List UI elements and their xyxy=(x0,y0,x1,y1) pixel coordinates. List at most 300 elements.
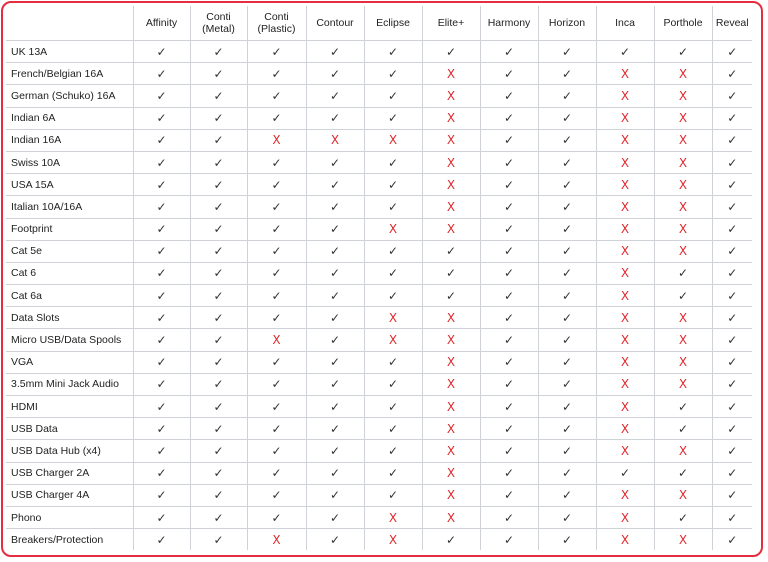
row-label: VGA xyxy=(6,351,133,373)
check-icon: ✓ xyxy=(712,373,752,395)
column-header xyxy=(190,6,247,41)
check-icon: ✓ xyxy=(538,240,596,262)
check-icon: ✓ xyxy=(190,373,247,395)
cross-icon: X xyxy=(596,85,654,107)
check-icon: ✓ xyxy=(480,351,538,373)
check-icon: ✓ xyxy=(364,41,422,63)
cross-icon: X xyxy=(422,462,480,484)
row-label: Indian 6A xyxy=(6,107,133,129)
check-icon: ✓ xyxy=(306,107,364,129)
check-icon: ✓ xyxy=(190,396,247,418)
cross-icon: X xyxy=(422,506,480,528)
check-icon: ✓ xyxy=(364,174,422,196)
check-icon: ✓ xyxy=(133,129,190,151)
check-icon: ✓ xyxy=(247,107,306,129)
cross-icon: X xyxy=(422,151,480,173)
check-icon: ✓ xyxy=(306,440,364,462)
column-header-line: Horizon xyxy=(548,17,586,29)
check-icon: ✓ xyxy=(538,329,596,351)
column-header-line: Porthole xyxy=(663,17,703,29)
check-icon: ✓ xyxy=(480,529,538,551)
check-icon: ✓ xyxy=(480,151,538,173)
table-row xyxy=(6,329,752,351)
check-icon: ✓ xyxy=(712,506,752,528)
check-icon: ✓ xyxy=(480,506,538,528)
check-icon: ✓ xyxy=(712,85,752,107)
check-icon: ✓ xyxy=(247,285,306,307)
check-icon: ✓ xyxy=(133,329,190,351)
check-icon: ✓ xyxy=(247,151,306,173)
cross-icon: X xyxy=(654,174,712,196)
cross-icon: X xyxy=(596,174,654,196)
check-icon: ✓ xyxy=(364,462,422,484)
check-icon: ✓ xyxy=(247,351,306,373)
check-icon: ✓ xyxy=(480,129,538,151)
check-icon: ✓ xyxy=(712,262,752,284)
check-icon: ✓ xyxy=(480,63,538,85)
check-icon: ✓ xyxy=(654,285,712,307)
check-icon: ✓ xyxy=(133,307,190,329)
cross-icon: X xyxy=(247,529,306,551)
check-icon: ✓ xyxy=(306,484,364,506)
check-icon: ✓ xyxy=(306,85,364,107)
check-icon: ✓ xyxy=(133,85,190,107)
check-icon: ✓ xyxy=(480,107,538,129)
check-icon: ✓ xyxy=(190,418,247,440)
check-icon: ✓ xyxy=(133,63,190,85)
cross-icon: X xyxy=(596,351,654,373)
column-header-line: Conti xyxy=(206,11,231,23)
cross-icon: X xyxy=(654,373,712,395)
check-icon: ✓ xyxy=(133,396,190,418)
check-icon: ✓ xyxy=(712,129,752,151)
check-icon: ✓ xyxy=(190,41,247,63)
check-icon: ✓ xyxy=(480,307,538,329)
cross-icon: X xyxy=(596,196,654,218)
row-label: Indian 16A xyxy=(6,129,133,151)
check-icon: ✓ xyxy=(712,41,752,63)
row-label: Phono xyxy=(6,506,133,528)
check-icon: ✓ xyxy=(480,174,538,196)
check-icon: ✓ xyxy=(247,418,306,440)
check-icon: ✓ xyxy=(306,351,364,373)
check-icon: ✓ xyxy=(306,329,364,351)
check-icon: ✓ xyxy=(538,462,596,484)
check-icon: ✓ xyxy=(538,41,596,63)
cross-icon: X xyxy=(596,307,654,329)
check-icon: ✓ xyxy=(538,396,596,418)
check-icon: ✓ xyxy=(538,218,596,240)
cross-icon: X xyxy=(422,418,480,440)
row-label: 3.5mm Mini Jack Audio xyxy=(6,373,133,395)
cross-icon: X xyxy=(596,329,654,351)
cross-icon: X xyxy=(422,63,480,85)
check-icon: ✓ xyxy=(133,218,190,240)
check-icon: ✓ xyxy=(364,196,422,218)
check-icon: ✓ xyxy=(712,107,752,129)
cross-icon: X xyxy=(596,107,654,129)
header-row xyxy=(6,6,752,41)
check-icon: ✓ xyxy=(190,440,247,462)
check-icon: ✓ xyxy=(247,85,306,107)
check-icon: ✓ xyxy=(480,418,538,440)
check-icon: ✓ xyxy=(306,373,364,395)
check-icon: ✓ xyxy=(538,262,596,284)
check-icon: ✓ xyxy=(190,196,247,218)
check-icon: ✓ xyxy=(190,63,247,85)
column-header xyxy=(306,6,364,41)
check-icon: ✓ xyxy=(422,529,480,551)
check-icon: ✓ xyxy=(538,529,596,551)
cross-icon: X xyxy=(422,196,480,218)
check-icon: ✓ xyxy=(364,418,422,440)
check-icon: ✓ xyxy=(480,218,538,240)
cross-icon: X xyxy=(306,129,364,151)
table-row xyxy=(6,418,752,440)
check-icon: ✓ xyxy=(364,107,422,129)
check-icon: ✓ xyxy=(133,151,190,173)
table-row xyxy=(6,41,752,63)
check-icon: ✓ xyxy=(538,151,596,173)
table-row xyxy=(6,285,752,307)
cross-icon: X xyxy=(596,506,654,528)
cross-icon: X xyxy=(422,440,480,462)
check-icon: ✓ xyxy=(712,529,752,551)
table-row xyxy=(6,240,752,262)
row-label: German (Schuko) 16A xyxy=(6,85,133,107)
table-row xyxy=(6,129,752,151)
check-icon: ✓ xyxy=(364,351,422,373)
check-icon: ✓ xyxy=(133,240,190,262)
check-icon: ✓ xyxy=(712,462,752,484)
cross-icon: X xyxy=(654,329,712,351)
check-icon: ✓ xyxy=(480,196,538,218)
check-icon: ✓ xyxy=(190,329,247,351)
row-label: UK 13A xyxy=(6,41,133,63)
table-row xyxy=(6,506,752,528)
check-icon: ✓ xyxy=(306,240,364,262)
check-icon: ✓ xyxy=(190,107,247,129)
cross-icon: X xyxy=(654,529,712,551)
column-header-line: Contour xyxy=(316,17,354,29)
table-row xyxy=(6,440,752,462)
cross-icon: X xyxy=(422,218,480,240)
check-icon: ✓ xyxy=(133,351,190,373)
column-header xyxy=(480,6,538,41)
table-row xyxy=(6,63,752,85)
check-icon: ✓ xyxy=(712,329,752,351)
check-icon: ✓ xyxy=(422,240,480,262)
cross-icon: X xyxy=(654,351,712,373)
check-icon: ✓ xyxy=(422,262,480,284)
check-icon: ✓ xyxy=(712,63,752,85)
cross-icon: X xyxy=(364,307,422,329)
check-icon: ✓ xyxy=(364,240,422,262)
compatibility-table xyxy=(6,6,752,550)
table-row xyxy=(6,262,752,284)
check-icon: ✓ xyxy=(712,396,752,418)
row-label: USA 15A xyxy=(6,174,133,196)
cross-icon: X xyxy=(596,285,654,307)
check-icon: ✓ xyxy=(133,506,190,528)
check-icon: ✓ xyxy=(190,129,247,151)
check-icon: ✓ xyxy=(190,307,247,329)
cross-icon: X xyxy=(422,129,480,151)
check-icon: ✓ xyxy=(306,63,364,85)
check-icon: ✓ xyxy=(247,196,306,218)
cross-icon: X xyxy=(596,440,654,462)
check-icon: ✓ xyxy=(712,484,752,506)
check-icon: ✓ xyxy=(190,151,247,173)
cross-icon: X xyxy=(654,440,712,462)
check-icon: ✓ xyxy=(306,41,364,63)
cross-icon: X xyxy=(596,240,654,262)
cross-icon: X xyxy=(364,329,422,351)
check-icon: ✓ xyxy=(712,351,752,373)
table-row xyxy=(6,174,752,196)
check-icon: ✓ xyxy=(364,285,422,307)
check-icon: ✓ xyxy=(306,174,364,196)
table-row xyxy=(6,351,752,373)
check-icon: ✓ xyxy=(712,418,752,440)
check-icon: ✓ xyxy=(712,218,752,240)
column-header xyxy=(247,6,306,41)
column-header-line: Eclipse xyxy=(376,17,410,29)
check-icon: ✓ xyxy=(538,63,596,85)
check-icon: ✓ xyxy=(190,351,247,373)
row-label: Breakers/Protection xyxy=(6,529,133,551)
column-header-line: Affinity xyxy=(145,17,178,29)
table-row xyxy=(6,218,752,240)
check-icon: ✓ xyxy=(364,63,422,85)
row-label: Italian 10A/16A xyxy=(6,196,133,218)
check-icon: ✓ xyxy=(306,196,364,218)
cross-icon: X xyxy=(654,107,712,129)
check-icon: ✓ xyxy=(247,307,306,329)
table-row xyxy=(6,85,752,107)
check-icon: ✓ xyxy=(306,218,364,240)
check-icon: ✓ xyxy=(133,529,190,551)
table-row xyxy=(6,484,752,506)
cross-icon: X xyxy=(247,329,306,351)
check-icon: ✓ xyxy=(247,396,306,418)
cross-icon: X xyxy=(654,151,712,173)
column-header xyxy=(596,6,654,41)
check-icon: ✓ xyxy=(364,484,422,506)
check-icon: ✓ xyxy=(480,396,538,418)
column-header xyxy=(133,6,190,41)
table-row xyxy=(6,107,752,129)
check-icon: ✓ xyxy=(712,240,752,262)
check-icon: ✓ xyxy=(538,484,596,506)
check-icon: ✓ xyxy=(133,418,190,440)
table-row xyxy=(6,151,752,173)
cross-icon: X xyxy=(422,307,480,329)
check-icon: ✓ xyxy=(190,85,247,107)
cross-icon: X xyxy=(422,373,480,395)
check-icon: ✓ xyxy=(538,129,596,151)
cross-icon: X xyxy=(596,418,654,440)
table-row xyxy=(6,307,752,329)
check-icon: ✓ xyxy=(480,285,538,307)
check-icon: ✓ xyxy=(133,196,190,218)
check-icon: ✓ xyxy=(480,240,538,262)
cross-icon: X xyxy=(422,85,480,107)
check-icon: ✓ xyxy=(306,396,364,418)
cross-icon: X xyxy=(654,129,712,151)
check-icon: ✓ xyxy=(538,307,596,329)
cross-icon: X xyxy=(422,484,480,506)
check-icon: ✓ xyxy=(133,484,190,506)
cross-icon: X xyxy=(422,107,480,129)
cross-icon: X xyxy=(596,484,654,506)
cross-icon: X xyxy=(654,196,712,218)
check-icon: ✓ xyxy=(538,285,596,307)
column-header xyxy=(422,6,480,41)
cross-icon: X xyxy=(422,351,480,373)
cross-icon: X xyxy=(364,506,422,528)
check-icon: ✓ xyxy=(247,41,306,63)
check-icon: ✓ xyxy=(364,440,422,462)
check-icon: ✓ xyxy=(306,418,364,440)
table-row xyxy=(6,196,752,218)
table-row xyxy=(6,529,752,551)
cross-icon: X xyxy=(596,262,654,284)
check-icon: ✓ xyxy=(364,262,422,284)
check-icon: ✓ xyxy=(364,396,422,418)
check-icon: ✓ xyxy=(538,196,596,218)
check-icon: ✓ xyxy=(654,462,712,484)
check-icon: ✓ xyxy=(654,396,712,418)
column-header-line: Harmony xyxy=(487,17,531,29)
cross-icon: X xyxy=(422,329,480,351)
check-icon: ✓ xyxy=(480,440,538,462)
check-icon: ✓ xyxy=(190,285,247,307)
column-header xyxy=(364,6,422,41)
check-icon: ✓ xyxy=(190,484,247,506)
table-row xyxy=(6,462,752,484)
check-icon: ✓ xyxy=(538,85,596,107)
check-icon: ✓ xyxy=(538,351,596,373)
row-label: USB Charger 2A xyxy=(6,462,133,484)
row-label: Swiss 10A xyxy=(6,151,133,173)
row-label: Footprint xyxy=(6,218,133,240)
cross-icon: X xyxy=(596,396,654,418)
cross-icon: X xyxy=(654,484,712,506)
check-icon: ✓ xyxy=(247,484,306,506)
check-icon: ✓ xyxy=(364,85,422,107)
cross-icon: X xyxy=(364,218,422,240)
cross-icon: X xyxy=(596,63,654,85)
check-icon: ✓ xyxy=(538,506,596,528)
check-icon: ✓ xyxy=(190,529,247,551)
check-icon: ✓ xyxy=(133,373,190,395)
row-label: USB Data Hub (x4) xyxy=(6,440,133,462)
row-label: Micro USB/Data Spools xyxy=(6,329,133,351)
cross-icon: X xyxy=(654,85,712,107)
column-header xyxy=(538,6,596,41)
check-icon: ✓ xyxy=(712,174,752,196)
check-icon: ✓ xyxy=(596,462,654,484)
check-icon: ✓ xyxy=(364,151,422,173)
check-icon: ✓ xyxy=(190,462,247,484)
check-icon: ✓ xyxy=(133,262,190,284)
column-header-line: (Plastic) xyxy=(257,23,296,35)
check-icon: ✓ xyxy=(480,373,538,395)
check-icon: ✓ xyxy=(247,440,306,462)
check-icon: ✓ xyxy=(247,373,306,395)
column-header-line: Elite+ xyxy=(437,17,465,29)
check-icon: ✓ xyxy=(712,151,752,173)
check-icon: ✓ xyxy=(712,285,752,307)
comparison-panel xyxy=(1,1,763,557)
check-icon: ✓ xyxy=(480,329,538,351)
check-icon: ✓ xyxy=(306,262,364,284)
cross-icon: X xyxy=(654,218,712,240)
row-label: Cat 6a xyxy=(6,285,133,307)
header-corner xyxy=(6,6,133,41)
check-icon: ✓ xyxy=(712,307,752,329)
check-icon: ✓ xyxy=(538,373,596,395)
cross-icon: X xyxy=(596,129,654,151)
row-label: Data Slots xyxy=(6,307,133,329)
cross-icon: X xyxy=(596,373,654,395)
check-icon: ✓ xyxy=(712,196,752,218)
check-icon: ✓ xyxy=(247,174,306,196)
check-icon: ✓ xyxy=(133,462,190,484)
table-row xyxy=(6,396,752,418)
check-icon: ✓ xyxy=(247,240,306,262)
cross-icon: X xyxy=(364,129,422,151)
cross-icon: X xyxy=(596,529,654,551)
check-icon: ✓ xyxy=(538,174,596,196)
row-label: French/Belgian 16A xyxy=(6,63,133,85)
check-icon: ✓ xyxy=(247,462,306,484)
row-label: Cat 5e xyxy=(6,240,133,262)
check-icon: ✓ xyxy=(247,63,306,85)
check-icon: ✓ xyxy=(190,506,247,528)
cross-icon: X xyxy=(364,529,422,551)
check-icon: ✓ xyxy=(190,240,247,262)
check-icon: ✓ xyxy=(306,285,364,307)
check-icon: ✓ xyxy=(654,418,712,440)
check-icon: ✓ xyxy=(306,462,364,484)
row-label: USB Data xyxy=(6,418,133,440)
check-icon: ✓ xyxy=(654,41,712,63)
check-icon: ✓ xyxy=(306,529,364,551)
column-header-line: Conti xyxy=(264,11,289,23)
table-row xyxy=(6,373,752,395)
cross-icon: X xyxy=(422,174,480,196)
column-header-line: Inca xyxy=(615,17,635,29)
check-icon: ✓ xyxy=(422,41,480,63)
check-icon: ✓ xyxy=(480,262,538,284)
check-icon: ✓ xyxy=(538,440,596,462)
cross-icon: X xyxy=(247,129,306,151)
check-icon: ✓ xyxy=(538,418,596,440)
check-icon: ✓ xyxy=(133,41,190,63)
check-icon: ✓ xyxy=(247,262,306,284)
cross-icon: X xyxy=(596,151,654,173)
column-header-line: (Metal) xyxy=(202,23,235,35)
column-header xyxy=(712,6,752,41)
check-icon: ✓ xyxy=(306,151,364,173)
check-icon: ✓ xyxy=(654,262,712,284)
column-header xyxy=(654,6,712,41)
check-icon: ✓ xyxy=(133,440,190,462)
cross-icon: X xyxy=(422,396,480,418)
check-icon: ✓ xyxy=(480,41,538,63)
